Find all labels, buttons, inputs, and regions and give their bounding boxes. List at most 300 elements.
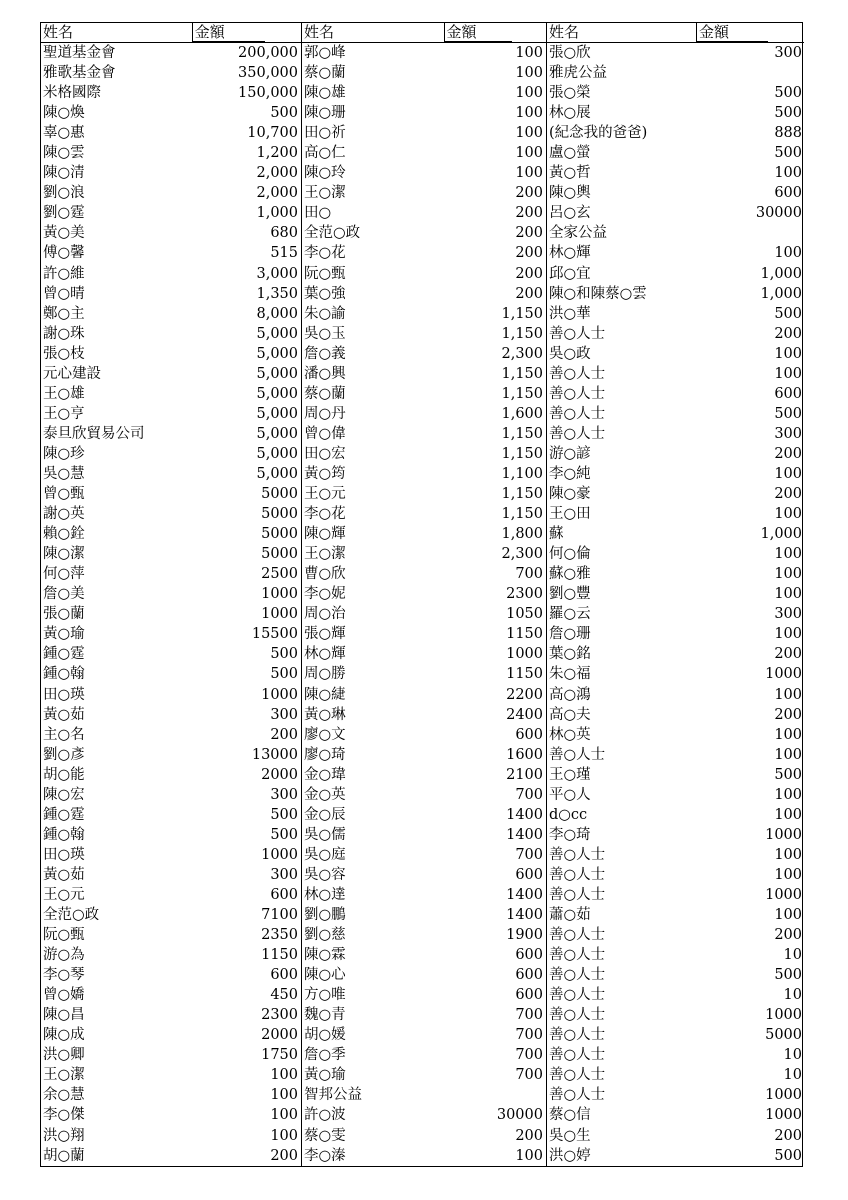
table-row [41, 1105, 301, 1125]
donor-name: 田○宏 [304, 445, 346, 462]
donor-name: 劉○慈 [304, 927, 346, 944]
donation-amount: 1000 [261, 586, 298, 603]
donation-amount: 2300 [506, 586, 543, 603]
table-row [302, 785, 546, 805]
table-row [302, 644, 546, 664]
donor-name: 陳○雲 [43, 145, 85, 162]
donor-name: 胡○蘭 [43, 1147, 85, 1164]
donation-amount: 1000 [765, 666, 802, 683]
column-header [547, 23, 804, 43]
donation-amount: 10 [783, 947, 802, 964]
donation-amount: 1000 [261, 606, 298, 623]
donor-name: 陳○豪 [549, 486, 591, 503]
donor-name: 洪○翔 [43, 1127, 85, 1144]
donor-name: 盧○螢 [549, 145, 591, 162]
donor-name: 蔡○蘭 [304, 65, 346, 82]
table-row [547, 604, 804, 624]
donation-amount: 300 [774, 425, 802, 442]
donation-amount: 100 [774, 245, 802, 262]
donation-amount: 1400 [506, 806, 543, 823]
header-amount: 金額 [696, 23, 768, 42]
donor-name: 洪○婷 [549, 1147, 591, 1164]
table-row [41, 705, 301, 725]
donor-name: 王○瑾 [549, 766, 591, 783]
donor-name: 林○展 [549, 105, 591, 122]
donation-amount: 515 [270, 245, 298, 262]
donor-name: 陳○昌 [43, 1007, 85, 1024]
donation-amount: 200 [515, 205, 543, 222]
table-row [547, 1025, 804, 1045]
donor-name: 李○琴 [43, 967, 85, 984]
donation-amount: 200 [515, 285, 543, 302]
donor-name: 胡○媛 [304, 1027, 346, 1044]
table-row [41, 304, 301, 324]
table-row [41, 464, 301, 484]
donor-name: 聖道基金會 [43, 45, 116, 61]
donor-name: 全范○政 [304, 225, 361, 242]
donor-name: 王○潔 [304, 185, 346, 202]
donation-amount: 700 [515, 1007, 543, 1024]
table-row [302, 63, 546, 83]
donor-name: 張○榮 [549, 85, 591, 102]
donor-name: 陳○潔 [43, 546, 85, 563]
donor-name: 阮○甄 [43, 927, 85, 944]
donation-amount: 200 [774, 325, 802, 342]
table-row [547, 1146, 804, 1166]
donor-name: 鍾○霆 [43, 806, 85, 823]
donor-name: 田○瑛 [43, 846, 85, 863]
donor-name: 陳○霖 [304, 947, 346, 964]
table-row [41, 264, 301, 284]
donation-amount: 500 [774, 145, 802, 162]
donor-name: 陳○清 [43, 165, 85, 182]
table-row [547, 484, 804, 504]
donation-amount: 100 [515, 105, 543, 122]
donor-name: 魏○青 [304, 1007, 346, 1024]
table-row [41, 1085, 301, 1105]
table-row [302, 965, 546, 985]
donor-name: 吳○庭 [304, 846, 346, 863]
donation-amount: 2500 [261, 566, 298, 583]
donation-amount: 1150 [261, 947, 298, 964]
donation-amount: 5,000 [256, 345, 298, 362]
donor-name: 善○人士 [549, 866, 606, 883]
donation-amount [802, 63, 804, 83]
table-row [41, 1045, 301, 1065]
donor-name: 米格國際 [43, 85, 101, 102]
donor-name: 呂○玄 [549, 205, 591, 222]
table-row [302, 885, 546, 905]
donation-amount: 1600 [506, 746, 543, 763]
donor-name: 田○瑛 [43, 686, 85, 703]
donor-name: 張○枝 [43, 345, 85, 362]
donor-name: 劉○浪 [43, 185, 85, 202]
donation-amount: 30000 [496, 1107, 543, 1124]
donor-name: 洪○卿 [43, 1047, 85, 1064]
donor-name: 田○祈 [304, 125, 346, 142]
table-row [302, 143, 546, 163]
donation-amount: 1000 [261, 686, 298, 703]
table-row [302, 103, 546, 123]
donation-amount: 1,150 [501, 486, 543, 503]
table-row [302, 825, 546, 845]
table-row [547, 705, 804, 725]
donation-amount: 1,100 [501, 465, 543, 482]
donor-name: 王○潔 [43, 1067, 85, 1084]
donor-name: d○cc [549, 806, 588, 823]
donor-name: 善○人士 [549, 947, 606, 964]
table-row [547, 725, 804, 745]
donor-name: 郭○峰 [304, 45, 346, 61]
donation-amount: 1400 [506, 907, 543, 924]
donor-name: 陳○雄 [304, 85, 346, 102]
donor-name: 游○諺 [549, 445, 591, 462]
table-row [547, 644, 804, 664]
table-row [547, 43, 804, 63]
table-row [41, 624, 301, 644]
donation-table [40, 22, 803, 1167]
donation-amount: 1900 [506, 927, 543, 944]
donor-name: 金○瑋 [304, 766, 346, 783]
donation-amount: 1,350 [256, 285, 298, 302]
table-row [302, 685, 546, 705]
donation-amount: 5000 [261, 526, 298, 543]
donation-amount: 7100 [261, 907, 298, 924]
table-row [41, 504, 301, 524]
donor-name: 田○ [304, 205, 332, 222]
donation-amount: 150,000 [238, 85, 298, 102]
donor-name: 詹○珊 [549, 626, 591, 643]
table-row [41, 424, 301, 444]
table-row [41, 324, 301, 344]
donation-amount: 500 [270, 806, 298, 823]
donation-amount: 100 [774, 866, 802, 883]
table-row [547, 83, 804, 103]
donation-amount: 300 [270, 866, 298, 883]
donor-name: 黃○瑜 [43, 626, 85, 643]
table-row [41, 284, 301, 304]
table-row [41, 885, 301, 905]
donation-amount: 1000 [765, 826, 802, 843]
donation-amount: 700 [515, 1047, 543, 1064]
donor-name: 雅虎公益 [549, 65, 607, 82]
table-row [302, 364, 546, 384]
donation-amount: 100 [774, 165, 802, 182]
table-row [41, 765, 301, 785]
donor-name: 張○蘭 [43, 606, 85, 623]
donor-name: 主○名 [43, 726, 85, 743]
header-name: 姓名 [304, 23, 335, 41]
donation-amount: 100 [515, 145, 543, 162]
table-row [41, 604, 301, 624]
donor-name: 辜○惠 [43, 125, 85, 142]
table-row [547, 183, 804, 203]
donor-name: 黃○瑜 [304, 1067, 346, 1084]
donation-amount: 600 [270, 886, 298, 903]
donation-amount: 200,000 [238, 45, 298, 61]
donation-amount: 100 [774, 566, 802, 583]
donation-amount: 5,000 [256, 465, 298, 482]
donor-name: 陳○心 [304, 967, 346, 984]
donation-amount: 1150 [506, 626, 543, 643]
donation-amount: 2400 [506, 706, 543, 723]
donation-amount: 200 [774, 1127, 802, 1144]
table-row [302, 83, 546, 103]
table-row [302, 344, 546, 364]
donation-amount: 5,000 [256, 385, 298, 402]
donor-name: 蘇 [549, 526, 564, 543]
table-row [41, 925, 301, 945]
donor-name: 李○純 [549, 465, 591, 482]
table-row [302, 43, 546, 63]
donor-name: 劉○鵬 [304, 907, 346, 924]
donor-name: 李○花 [304, 245, 346, 262]
table-row [41, 564, 301, 584]
donor-name: 周○治 [304, 606, 346, 623]
table-row [547, 304, 804, 324]
table-column-1 [41, 23, 302, 1166]
donation-amount: 100 [270, 1087, 298, 1104]
donation-amount: 1,600 [501, 405, 543, 422]
table-row [41, 584, 301, 604]
donor-name: 高○仁 [304, 145, 346, 162]
table-row [547, 825, 804, 845]
header-amount: 金額 [192, 23, 265, 42]
donor-name: 葉○強 [304, 285, 346, 302]
donor-name: 全范○政 [43, 907, 100, 924]
table-row [302, 524, 546, 544]
donation-amount: 2350 [261, 927, 298, 944]
donation-amount: 2,000 [256, 185, 298, 202]
donor-name: 林○輝 [549, 245, 591, 262]
donor-name: 元心建設 [43, 365, 101, 382]
donation-amount: 100 [774, 846, 802, 863]
donor-name: 賴○銓 [43, 526, 85, 543]
donation-amount: 500 [774, 967, 802, 984]
donation-amount: 30000 [755, 205, 802, 222]
donor-name: 廖○文 [304, 726, 346, 743]
donation-amount: 100 [774, 806, 802, 823]
donation-amount: 500 [270, 105, 298, 122]
table-row [547, 203, 804, 223]
donation-amount: 10,700 [247, 125, 298, 142]
donor-name: 鍾○翰 [43, 666, 85, 683]
donor-name: 高○夫 [549, 706, 591, 723]
table-row [547, 1126, 804, 1146]
donation-amount: 100 [774, 626, 802, 643]
donor-name: 平○人 [549, 786, 591, 803]
table-row [547, 1045, 804, 1065]
column-header [41, 23, 301, 43]
donor-name: 陳○和陳蔡○雲 [549, 285, 647, 302]
donor-name: 何○萍 [43, 566, 85, 583]
table-row [302, 1045, 546, 1065]
donor-name: 蔡○信 [549, 1107, 591, 1124]
table-row [41, 685, 301, 705]
donation-amount: 100 [515, 1147, 543, 1164]
donor-name: 善○人士 [549, 1047, 606, 1064]
donation-amount: 600 [270, 967, 298, 984]
donor-name: 李○傑 [43, 1107, 85, 1124]
table-row [41, 1065, 301, 1085]
donation-amount: 700 [515, 846, 543, 863]
donation-amount: 100 [774, 586, 802, 603]
donor-name: 善○人士 [549, 405, 606, 422]
table-row [302, 464, 546, 484]
donation-amount: 680 [270, 225, 298, 242]
donation-amount: 1000 [261, 846, 298, 863]
donor-name: 黃○筠 [304, 465, 346, 482]
table-row [41, 484, 301, 504]
table-row [302, 725, 546, 745]
donor-name: 劉○彥 [43, 746, 85, 763]
donation-amount: 300 [270, 706, 298, 723]
table-row [547, 805, 804, 825]
donor-name: 劉○霆 [43, 205, 85, 222]
table-row [302, 945, 546, 965]
donor-name: 陳○煥 [43, 105, 85, 122]
table-row [41, 123, 301, 143]
donation-amount: 888 [774, 125, 802, 142]
table-row [302, 1126, 546, 1146]
header-amount: 金額 [444, 23, 512, 42]
table-row [547, 945, 804, 965]
table-row [302, 384, 546, 404]
donation-amount [543, 1085, 546, 1105]
donation-amount: 200 [515, 265, 543, 282]
table-row [302, 765, 546, 785]
donor-name: 詹○季 [304, 1047, 346, 1064]
donor-name: 王○元 [43, 886, 85, 903]
donor-name: 方○唯 [304, 987, 346, 1004]
donation-amount: 2000 [261, 766, 298, 783]
table-row [547, 384, 804, 404]
donor-name: 朱○諭 [304, 305, 346, 322]
donation-amount: 100 [515, 85, 543, 102]
donation-amount: 5,000 [256, 445, 298, 462]
donation-amount: 5,000 [256, 425, 298, 442]
donor-name: 林○英 [549, 726, 591, 743]
table-row [41, 945, 301, 965]
donation-amount: 500 [270, 826, 298, 843]
donation-amount: 100 [774, 746, 802, 763]
table-row [547, 785, 804, 805]
table-row [41, 1146, 301, 1166]
donation-amount: 100 [515, 45, 543, 61]
donation-amount: 2100 [506, 766, 543, 783]
donor-name: 詹○義 [304, 345, 346, 362]
donation-amount: 200 [774, 646, 802, 663]
table-row [41, 63, 301, 83]
table-row [41, 745, 301, 765]
table-row [547, 1005, 804, 1025]
table-row [302, 243, 546, 263]
donor-name: 潘○興 [304, 365, 346, 382]
donor-name: 游○為 [43, 947, 85, 964]
table-row [302, 925, 546, 945]
table-row [547, 845, 804, 865]
donor-name: 陳○緁 [304, 686, 346, 703]
donation-amount: 500 [774, 105, 802, 122]
donor-name: 李○妮 [304, 586, 346, 603]
table-row [547, 424, 804, 444]
donor-name: 張○輝 [304, 626, 346, 643]
donor-name: 善○人士 [549, 987, 606, 1004]
donor-name: 善○人士 [549, 1087, 606, 1104]
donor-name: 蕭○茹 [549, 907, 591, 924]
table-row [547, 544, 804, 564]
donor-name: 阮○甄 [304, 265, 346, 282]
table-row [302, 123, 546, 143]
donor-name: 善○人士 [549, 1067, 606, 1084]
donor-name: 曾○晴 [43, 285, 85, 302]
donor-name: 陳○輿 [549, 185, 591, 202]
table-row [547, 685, 804, 705]
table-row [547, 584, 804, 604]
table-row [547, 765, 804, 785]
table-row [302, 564, 546, 584]
donation-amount: 600 [774, 385, 802, 402]
table-row [41, 143, 301, 163]
donor-name: 善○人士 [549, 746, 606, 763]
table-column-3 [547, 23, 804, 1166]
donation-amount: 1,150 [501, 385, 543, 402]
donation-amount: 1,000 [256, 205, 298, 222]
donor-name: 善○人士 [549, 846, 606, 863]
donation-amount: 1000 [506, 646, 543, 663]
donation-amount: 5,000 [256, 405, 298, 422]
donor-name: 邱○宜 [549, 265, 591, 282]
donor-name: 廖○琦 [304, 746, 346, 763]
table-row [41, 845, 301, 865]
table-row [302, 664, 546, 684]
donor-name: 黃○茹 [43, 866, 85, 883]
table-row [302, 1005, 546, 1025]
donor-name: 吳○政 [549, 345, 591, 362]
donation-amount: 3,000 [256, 265, 298, 282]
donation-amount: 500 [270, 666, 298, 683]
table-row [302, 865, 546, 885]
donor-name: 陳○輝 [304, 526, 346, 543]
donation-amount: 600 [515, 726, 543, 743]
donation-amount: 10 [783, 1047, 802, 1064]
table-row [547, 103, 804, 123]
table-row [547, 63, 804, 83]
donor-name: 黃○哲 [549, 165, 591, 182]
donor-name: 高○鴻 [549, 686, 591, 703]
donation-amount: 13000 [251, 746, 298, 763]
donor-name: 王○亨 [43, 405, 85, 422]
table-row [302, 985, 546, 1005]
table-row [302, 304, 546, 324]
table-row [547, 143, 804, 163]
donation-amount: 200 [774, 927, 802, 944]
table-row [302, 584, 546, 604]
donor-name: 吳○慧 [43, 465, 85, 482]
donation-amount: 500 [774, 305, 802, 322]
table-row [302, 1025, 546, 1045]
table-row [547, 464, 804, 484]
donation-amount: 100 [515, 165, 543, 182]
table-row [302, 1105, 546, 1125]
donor-name: 金○英 [304, 786, 346, 803]
table-row [547, 324, 804, 344]
table-row [302, 805, 546, 825]
donor-name: 李○花 [304, 506, 346, 523]
table-row [302, 745, 546, 765]
donation-amount: 100 [774, 786, 802, 803]
donor-name: 善○人士 [549, 325, 606, 342]
